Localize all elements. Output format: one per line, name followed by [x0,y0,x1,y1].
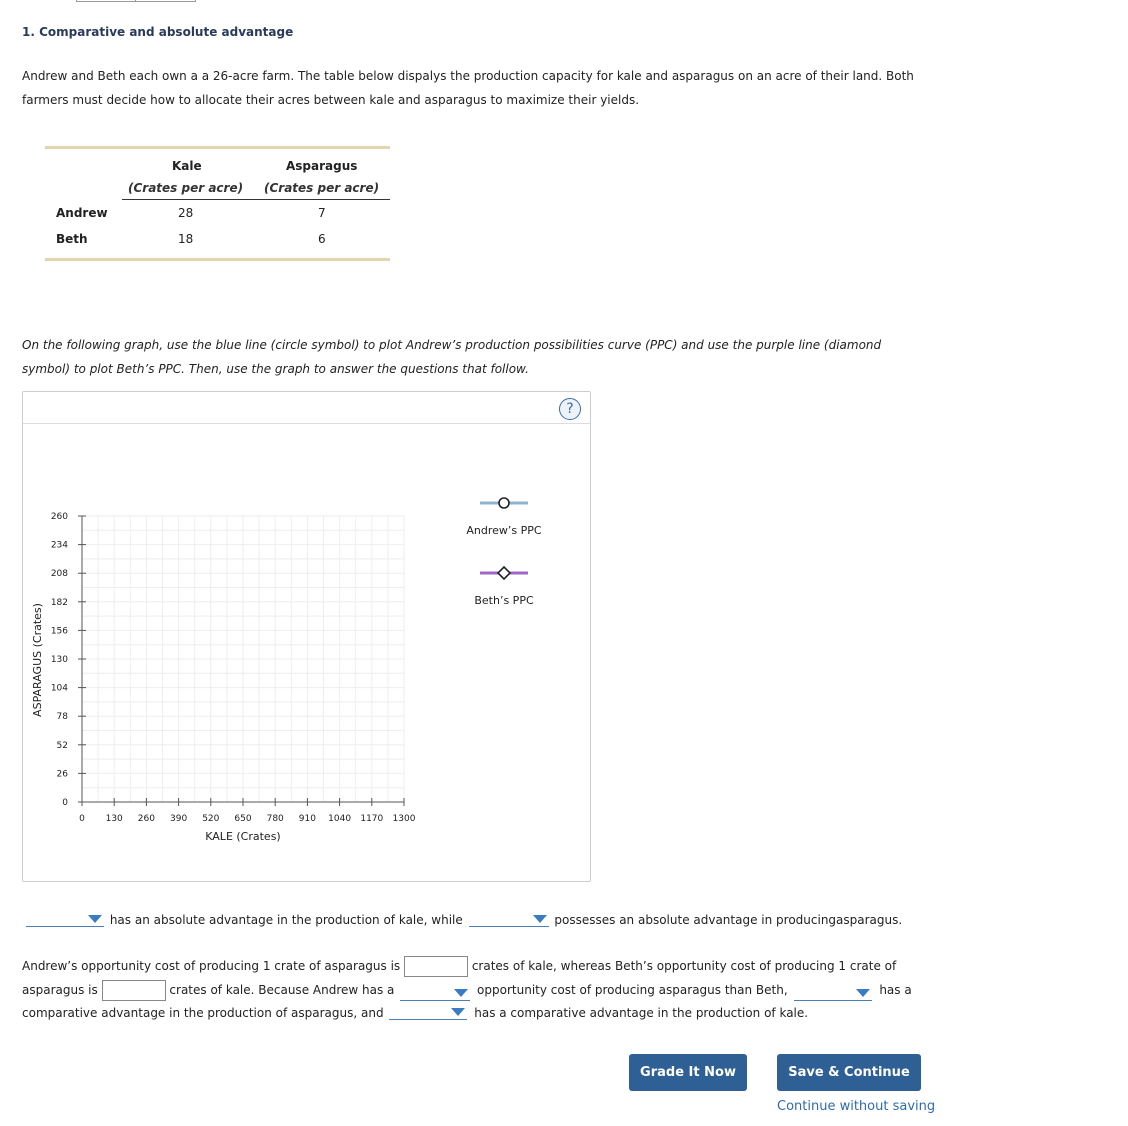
y-tick-label: 104 [50,683,68,694]
kale-header: Kale [172,159,202,173]
answer-line-4 [22,1004,808,1020]
answer-line-3-a: asparagus is [22,983,98,997]
production-table [45,146,390,246]
opportunity-cost-comparison-dropdown[interactable] [400,985,470,1001]
y-tick-label: 260 [50,512,68,522]
top-tab [76,0,196,2]
y-tick-label: 78 [56,712,68,723]
intro-paragraph [22,64,1022,112]
continue-without-saving-link[interactable]: Continue without saving [777,1099,936,1114]
x-tick-label: 130 [105,814,123,824]
graph-instructions [22,333,1022,381]
legend-andrew-circle-icon[interactable] [499,498,509,508]
grade-it-now-button[interactable]: Grade It Now [629,1054,747,1091]
y-tick-label: 0 [62,798,68,808]
legend-beth-diamond-icon[interactable] [498,567,510,579]
graph-panel[interactable] [22,391,591,882]
y-tick-label: 208 [50,569,68,580]
help-icon[interactable]: ? [559,398,581,420]
x-tick-label: 1170 [360,814,384,824]
row-andrew-name: Andrew [56,206,108,220]
y-axis-label: ASPARAGUS (Crates) [31,603,44,717]
y-tick-label: 234 [50,540,68,551]
asparagus-subheader: (Crates per acre) [264,181,380,195]
x-tick-label: 260 [137,814,155,824]
y-tick-label: 26 [56,769,68,780]
row-beth-kale: 18 [178,232,194,246]
row-beth-name: Beth [56,232,88,246]
chevron-down-icon [856,989,870,997]
answer-line-1-end: possesses an absolute advantage in producingasparagus. [554,913,903,927]
comparative-advantage-kale-dropdown[interactable] [389,1004,467,1020]
chevron-down-icon [454,989,468,997]
y-tick-label: 130 [50,655,68,665]
comparative-advantage-asparagus-dropdown[interactable] [794,985,872,1001]
answer-line-1 [26,911,902,927]
intro-line-1: Andrew and Beth each own a a 26-acre farm. The table below dispalys the production capacity for kale and asparagus on an acre of their land. Both [22,69,914,83]
absolute-advantage-kale-dropdown[interactable] [26,911,104,927]
asparagus-header: Asparagus [286,159,358,173]
answer-line-2-a: Andrew’s opportunity cost of producing 1 crate of asparagus is [22,959,401,973]
answer-line-4-a: comparative advantage in the production of asparagus, and [22,1006,384,1020]
ppc-chart[interactable] [23,425,590,882]
chevron-down-icon [88,915,102,923]
answer-line-4-b: has a comparative advantage in the production of kale. [474,1006,809,1020]
answer-line-1-mid: has an absolute advantage in the production of kale, while [109,913,463,927]
row-beth-asparagus: 6 [318,232,326,246]
kale-subheader: (Crates per acre) [128,181,244,195]
save-continue-button[interactable]: Save & Continue [777,1054,921,1091]
beth-opportunity-cost-input[interactable] [102,980,166,1001]
x-tick-label: 1300 [392,814,416,824]
row-andrew-asparagus: 7 [318,206,326,220]
legend-beth-label: Beth’s PPC [474,594,534,607]
chevron-down-icon [451,1008,465,1016]
absolute-advantage-asparagus-dropdown[interactable] [469,911,549,927]
answer-line-3 [22,980,912,1001]
andrew-opportunity-cost-input[interactable] [404,956,468,977]
x-tick-label: 520 [202,814,220,824]
table-header-rule [122,199,390,200]
question-title: 1. Comparative and absolute advantage [22,25,294,39]
graph-instructions-line-2: symbol) to plot Beth’s PPC. Then, use the graph to answer the questions that follow. [22,362,529,376]
chevron-down-icon [533,915,547,923]
x-tick-label: 780 [266,814,284,824]
row-andrew-kale: 28 [178,206,194,220]
y-tick-label: 52 [56,740,68,751]
graph-instructions-line-1: On the following graph, use the blue line (circle symbol) to plot Andrew’s production possibilities curve (PPC) and use the purple line (diamond [22,338,882,352]
answer-line-2 [22,956,896,977]
x-tick-label: 1040 [328,814,352,824]
answer-line-3-c: opportunity cost of producing asparagus than Beth, [477,983,788,997]
x-tick-label: 0 [79,814,85,824]
table-bottom-rule [45,258,390,261]
answer-line-2-b: crates of kale, whereas Beth’s opportunity cost of producing 1 crate of [471,959,897,973]
x-axis-label: KALE (Crates) [205,830,281,843]
table-top-rule [45,146,390,149]
x-tick-label: 910 [298,814,316,824]
y-tick-label: 182 [50,597,68,608]
answer-line-3-d: has a [879,983,912,997]
x-tick-label: 650 [234,814,252,824]
x-tick-label: 390 [170,814,188,824]
intro-line-2: farmers must decide how to allocate their acres between kale and asparagus to maximize their yields. [22,93,640,107]
answer-line-3-b: crates of kale. Because Andrew has a [169,983,395,997]
y-tick-label: 156 [50,626,68,637]
legend-andrew-label: Andrew’s PPC [466,524,542,537]
graph-header [23,392,590,424]
